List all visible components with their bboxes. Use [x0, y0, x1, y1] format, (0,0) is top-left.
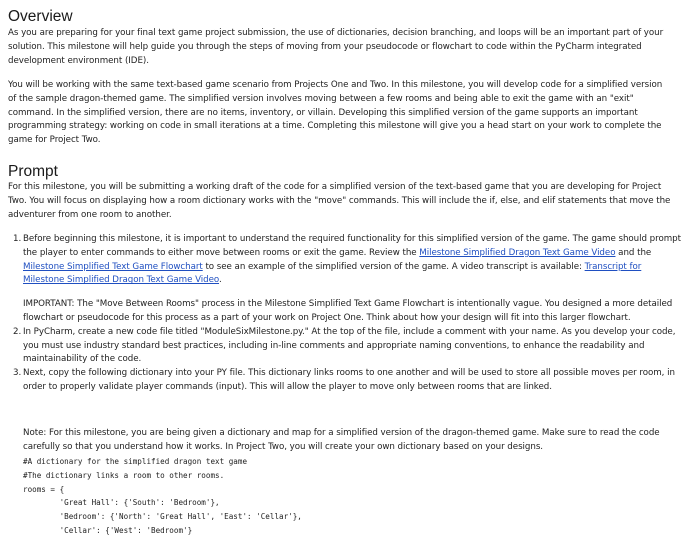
step-text: In PyCharm, create a new code file titled "ModuleSixMilestone.py." At the top of the file, include a comment with your name. As you develop your code, you must use industry standard best practices, including in-line comments and appropriate naming conventions, to enhance the readability and maintainability of the code.	[23, 326, 676, 365]
milestone-note: Note: For this milestone, you are being given a dictionary and map for a simplified version of the dragon-themed game. Make sure to read the code carefully so that you understand how it works. In Project Two, you will create your own dictionary based on your designs.	[23, 428, 660, 452]
step-text: to see an example of the simplified version of the game. A video transcript is available:	[202, 261, 585, 272]
list-item	[8, 367, 683, 395]
list-item	[8, 233, 683, 326]
step-text: and the	[615, 247, 652, 258]
steps-list	[8, 233, 683, 395]
flowchart-link[interactable]: Milestone Simplified Text Game Flowchart	[23, 261, 203, 272]
overview-paragraph-1: As you are preparing for your final text game project submission, the use of dictionaries, decision branching, and loops will be an important part of your solution. This milestone will help guide you through the steps of moving from your pseudocode or flowchart to code within the PyCharm integrated development environment (IDE).	[8, 28, 664, 66]
step-number: 2.	[13, 326, 22, 337]
step-text: Before beginning this milestone, it is important to understand the required functionality for this simplified version of the game. The game should prompt the player to enter commands to either move between rooms or exit the game. Review the	[23, 234, 681, 258]
code-block	[23, 455, 302, 538]
important-note: IMPORTANT: The "Move Between Rooms" process in the Milestone Simplified Text Game Flowchart is intentionally vague. You designed a more detailed flowchart or pseudocode for this process as a part of your work on Project One. Think about how your design will fit into this larger flowchart.	[23, 299, 673, 323]
code-line: 'Cellar': {'West': 'Bedroom'}	[23, 525, 193, 535]
code-line: #The dictionary links a room to other rooms.	[23, 470, 225, 480]
prompt-heading: Prompt	[8, 163, 58, 180]
step-text: .	[219, 275, 222, 286]
overview-heading: Overview	[8, 8, 73, 25]
code-line: 'Great Hall': {'South': 'Bedroom'},	[23, 498, 220, 508]
video-link[interactable]: Milestone Simplified Dragon Text Game Video	[419, 247, 616, 258]
list-item	[8, 326, 683, 367]
code-line: rooms = {	[23, 484, 65, 494]
step-number: 1.	[13, 234, 22, 244]
step-text: Next, copy the following dictionary into your PY file. This dictionary links rooms to one another and will be used to store all possible moves per room, in order to properly validate player commands (input). This will allow the player to move only between rooms that are linked.	[23, 368, 675, 392]
step-number: 3.	[13, 368, 22, 379]
code-line: #A dictionary for the simplified dragon text game	[23, 457, 248, 466]
prompt-paragraph: For this milestone, you will be submitting a working draft of the code for a simplified version of the text-based game that you are developing for Project Two. You will focus on displaying how a room dictionary works with the "move" commands. This will include the if, else, and elif statements that move the adventurer from one room to another.	[8, 182, 671, 220]
transcript-link[interactable]: Transcript for Milestone Simplified Dragon Text Game Video	[23, 261, 642, 286]
code-line: 'Bedroom': {'North': 'Great Hall', 'East': 'Cellar'},	[23, 512, 302, 522]
overview-paragraph-2: You will be working with the same text-based game scenario from Projects One and Two. In this milestone, you will develop code for a simplified version of the sample dragon-themed game. The simplified version involves moving between a few rooms and being able to exit the game with an "exit" command. In the simplified version, there are no items, inventory, or villain. Developing this simplified version of the game supports an important programming strategy: working on code in small iterations at a time. Completing this milestone will give you a head start on your work to complete the game for Project Two.	[8, 80, 663, 146]
